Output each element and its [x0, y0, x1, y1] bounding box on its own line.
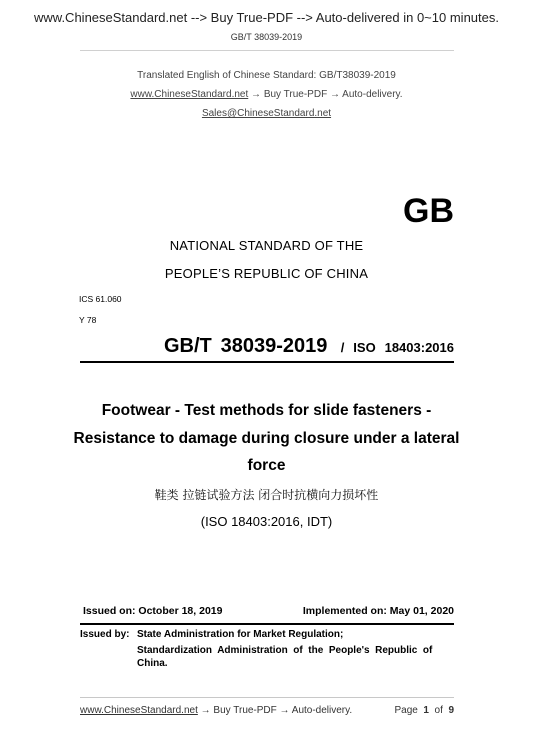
- page-label: Page: [394, 705, 418, 716]
- header-divider: [80, 50, 454, 51]
- standard-number: [80, 335, 454, 358]
- title-line3: force: [247, 457, 286, 474]
- footer-site-link[interactable]: www.ChineseStandard.net: [80, 705, 198, 716]
- page-total: 9: [448, 705, 454, 716]
- issuer-samr: State Administration for Market Regulation;: [137, 629, 344, 640]
- translation-note: Translated English of Chinese Standard: GB/T38039-2019: [137, 70, 396, 81]
- footer-purchase-text: → Buy True-PDF → Auto-delivery.: [197, 705, 353, 716]
- iso-prefix: ISO: [353, 340, 376, 355]
- issued-on-date: Issued on: October 18, 2019: [83, 605, 223, 617]
- page-indicator: [354, 705, 454, 716]
- standard-prefix: GB/T: [163, 335, 212, 357]
- national-standard-line1: NATIONAL STANDARD OF THE: [169, 238, 364, 253]
- footer-link-line: [80, 705, 352, 716]
- iso-code: 18403:2016: [384, 340, 454, 355]
- footer-divider: [80, 697, 454, 698]
- issuer-sac-line1: Standardization Administration of the People's Republic of: [137, 645, 433, 656]
- issuer-sac-line2: China.: [137, 658, 168, 669]
- header-doc-code: GB/T 38039-2019: [230, 32, 303, 42]
- title-line1: Footwear - Test methods for slide fasteners -: [101, 402, 432, 419]
- issued-by-label: Issued by:: [80, 629, 130, 640]
- sales-email-link[interactable]: [0, 108, 533, 119]
- gb-logo: GB: [403, 192, 454, 230]
- dates-rule: [80, 623, 454, 625]
- page-current: 1: [423, 705, 429, 716]
- iso-equivalence: (ISO 18403:2016, IDT): [200, 514, 333, 529]
- ccs-code: Y 78: [79, 315, 97, 325]
- page-of: of: [434, 705, 443, 716]
- title-line2: Resistance to damage during closure under a lateral: [73, 430, 460, 447]
- purchase-text: → Buy True-PDF → Auto-delivery.: [248, 89, 403, 100]
- site-link[interactable]: www.ChineseStandard.net: [130, 89, 249, 100]
- standard-code: 38039-2019: [220, 335, 328, 357]
- top-banner: www.ChineseStandard.net --> Buy True-PDF --> Auto-delivered in 0~10 minutes.: [34, 10, 499, 25]
- ics-code: ICS 61.060: [79, 294, 122, 304]
- sales-email[interactable]: Sales@ChineseStandard.net: [201, 108, 332, 119]
- standard-number-rule: [80, 361, 454, 363]
- implemented-on-date: Implemented on: May 01, 2020: [302, 605, 454, 617]
- translation-purchase-line: [0, 89, 533, 100]
- standard-separator: /: [340, 340, 345, 355]
- national-standard-line2: PEOPLE’S REPUBLIC OF CHINA: [164, 266, 369, 281]
- chinese-title: 鞋类 拉链试验方法 闭合时抗横向力损坏性: [154, 488, 379, 502]
